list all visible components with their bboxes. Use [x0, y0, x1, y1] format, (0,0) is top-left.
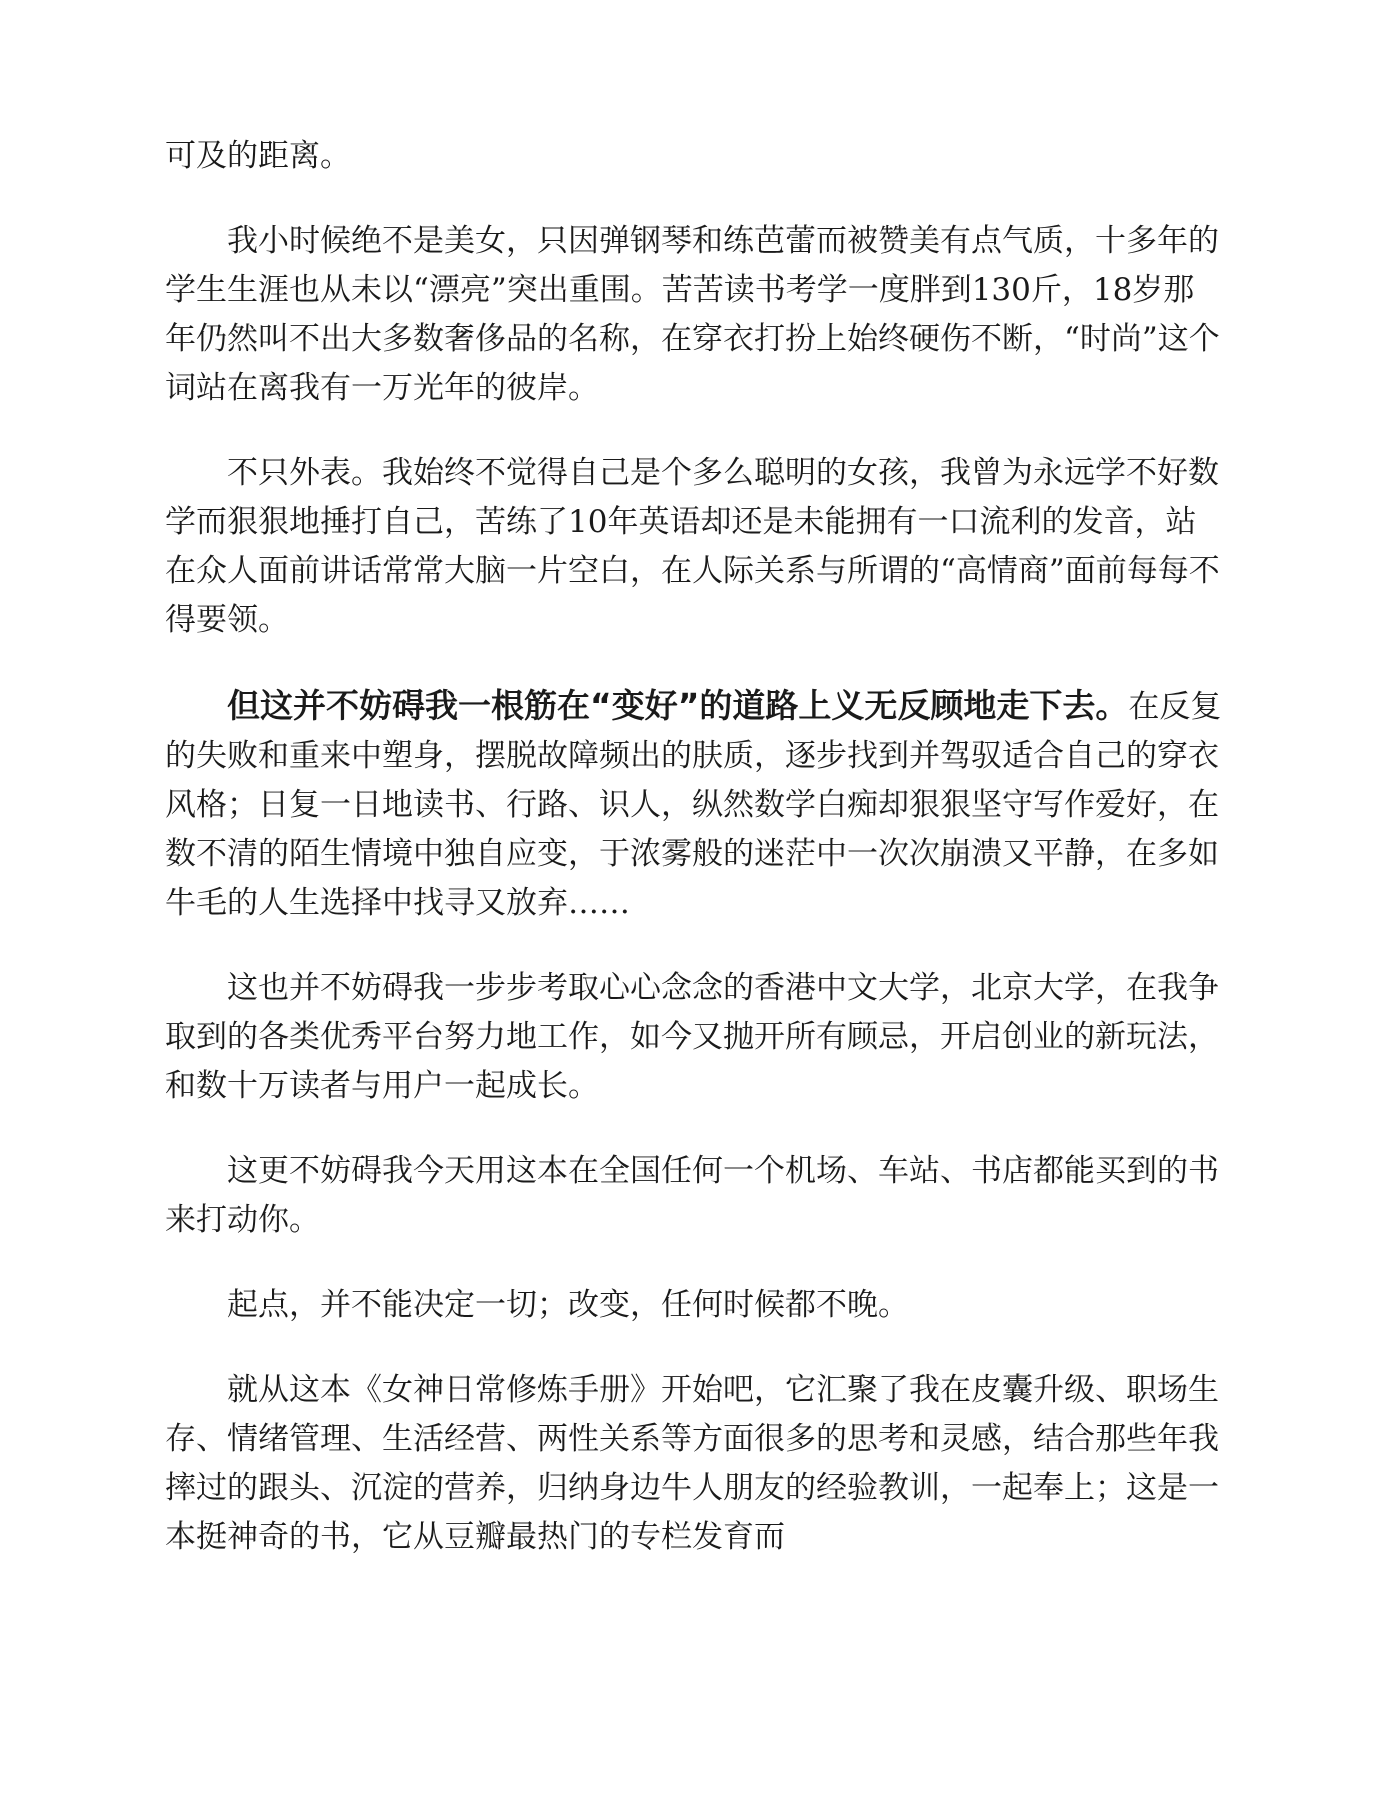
paragraph-childhood-appearance: 我小时候绝不是美女，只因弹钢琴和练芭蕾而被赞美有点气质，十多年的学生生涯也从未以“漂亮”突出重围。苦苦读书考学一度胖到130斤，18岁那年仍然叫不出大多数奢侈品的名称，在穿衣打扮上始终硬伤不断，“时尚”这个词站在离我有一万光年的彼岸。 [165, 223, 1220, 406]
bold-lead-sentence: 但这并不妨碍我一根筋在“变好”的道路上义无反顾地走下去。 [227, 686, 1129, 725]
paragraph-continued: 可及的距离。 [165, 138, 351, 174]
paragraph-body: 在反复的失败和重来中塑身，摆脱故障频出的肤质，逐步找到并驾驭适合自己的穿衣风格；日复一日地读书、行路、识人，纵然数学白痴却狠狠坚守写作爱好，在数不清的陌生情境中独自应变，于浓雾般的迷茫中一次次崩溃又平静，在多如牛毛的人生选择中找寻又放弃…… [165, 689, 1222, 921]
document-page [165, 132, 1225, 1598]
paragraph-not-smart: 不只外表。我始终不觉得自己是个多么聪明的女孩，我曾为永远学不好数学而狠狠地捶打自己，苦练了10年英语却还是未能拥有一口流利的发音，站在众人面前讲话常常大脑一片空白，在人际关系与所谓的“高情商”面前每每不得要领。 [165, 455, 1220, 638]
paragraph-handbook: 就从这本《女神日常修炼手册》开始吧，它汇聚了我在皮囊升级、职场生存、情绪管理、生活经营、两性关系等方面很多的思考和灵感，结合那些年我摔过的跟头、沉淀的营养，归纳身边牛人朋友的经验教训，一起奉上；这是一本挺神奇的书，它从豆瓣最热门的专栏发育而 [165, 1372, 1219, 1555]
paragraph-getting-better [165, 681, 1225, 928]
paragraph-starting-point: 起点，并不能决定一切；改变，任何时候都不晚。 [227, 1287, 909, 1323]
paragraph-this-book: 这更不妨碍我今天用这本在全国任何一个机场、车站、书店都能买到的书来打动你。 [165, 1153, 1219, 1238]
paragraph-university: 这也并不妨碍我一步步考取心心念念的香港中文大学，北京大学，在我争取到的各类优秀平台努力地工作，如今又抛开所有顾忌，开启创业的新玩法，和数十万读者与用户一起成长。 [165, 970, 1219, 1104]
